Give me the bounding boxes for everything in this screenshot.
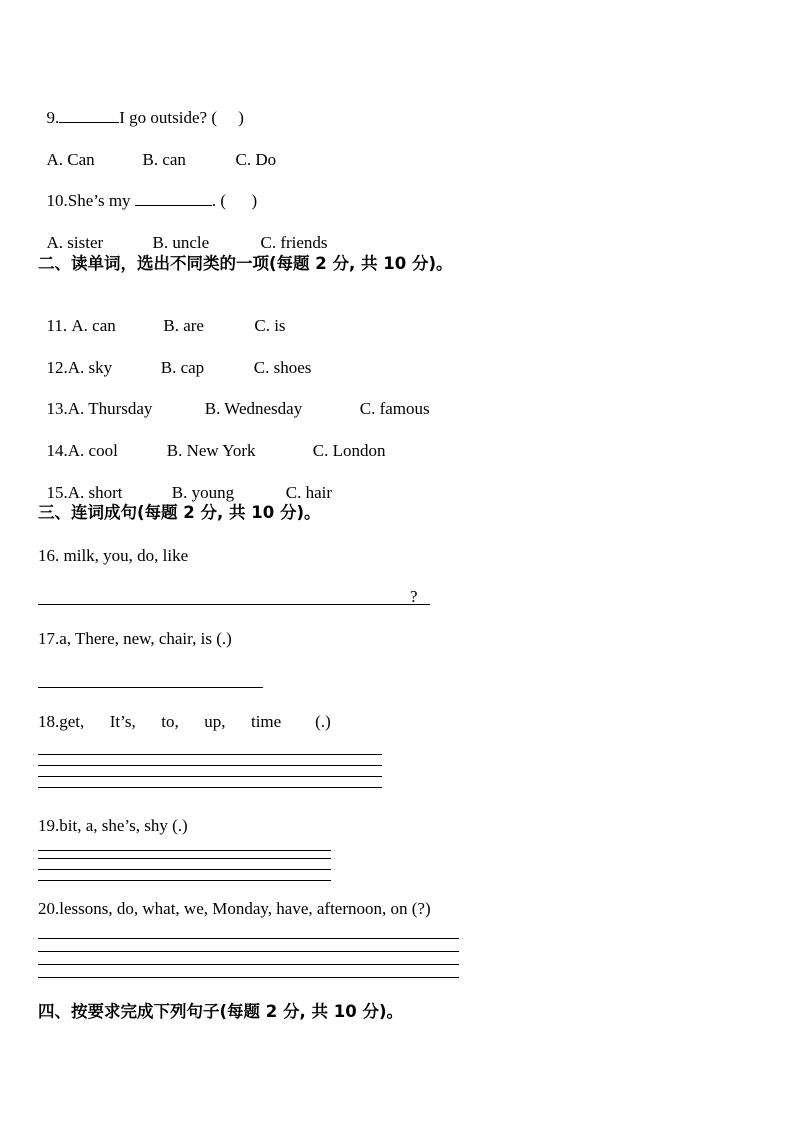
question-10-options (38, 213, 328, 253)
question-15 (38, 463, 332, 503)
answer-blank[interactable] (135, 191, 212, 206)
question-9 (38, 88, 244, 128)
option-c[interactable]: C. is (254, 316, 286, 335)
section-2-heading: 二、读单词，选出不同类的一项(每题 2 分, 共 10 分)。 (38, 254, 453, 273)
answer-line[interactable] (38, 850, 331, 851)
question-14 (38, 421, 385, 461)
question-number: 14. (46, 441, 68, 460)
answer-line[interactable] (38, 977, 459, 978)
option-b[interactable]: B. are (163, 316, 204, 335)
option-a[interactable]: A. can (71, 316, 116, 335)
question-text: I go outside? ( ) (119, 108, 244, 127)
question-19: 19.bit, a, she’s, shy (.) (38, 816, 188, 835)
option-c[interactable]: C. Do (235, 150, 277, 169)
question-number: 15. (46, 483, 68, 502)
option-a[interactable]: A. Can (46, 150, 95, 169)
option-b[interactable]: B. can (142, 150, 186, 169)
answer-line[interactable] (38, 880, 331, 881)
option-b[interactable]: B. young (171, 483, 235, 502)
question-text-end: . ( ) (211, 191, 258, 210)
question-13 (38, 379, 430, 419)
answer-line[interactable] (38, 765, 382, 766)
question-number: 11. (46, 316, 72, 335)
option-a[interactable]: A. cool (67, 441, 118, 460)
answer-line[interactable] (38, 687, 263, 688)
question-17: 17.a, There, new, chair, is (.) (38, 629, 232, 648)
option-b[interactable]: B. Wednesday (204, 399, 303, 418)
question-mark: ? (410, 587, 418, 606)
option-c[interactable]: C. shoes (253, 358, 312, 377)
question-text: 10.She’s my (46, 191, 135, 210)
section-3-heading: 三、连词成句(每题 2 分, 共 10 分)。 (38, 503, 321, 522)
question-12 (38, 338, 311, 378)
option-b[interactable]: B. cap (160, 358, 205, 377)
question-number: 9. (46, 108, 60, 127)
option-a[interactable]: A. short (67, 483, 123, 502)
answer-line[interactable] (38, 964, 459, 965)
answer-line[interactable] (38, 869, 331, 870)
answer-line[interactable] (38, 951, 459, 952)
question-18: 18.get, It’s, to, up, time (.) (38, 712, 331, 731)
option-a[interactable]: A. sister (46, 233, 104, 252)
answer-line[interactable] (38, 938, 459, 939)
answer-line[interactable] (38, 604, 430, 605)
answer-line[interactable] (38, 787, 382, 788)
option-c[interactable]: C. friends (260, 233, 328, 252)
option-b[interactable]: B. uncle (152, 233, 210, 252)
option-b[interactable]: B. New York (166, 441, 256, 460)
option-c[interactable]: C. London (312, 441, 386, 460)
answer-line[interactable] (38, 754, 382, 755)
question-number: 12. (46, 358, 68, 377)
option-c[interactable]: C. hair (285, 483, 333, 502)
question-10 (38, 171, 257, 211)
question-number: 13. (46, 399, 68, 418)
question-16: 16. milk, you, do, like (38, 546, 189, 565)
question-20: 20.lessons, do, what, we, Monday, have, afternoon, on (?) (38, 899, 431, 918)
answer-blank[interactable] (59, 108, 119, 123)
section-4-heading: 四、按要求完成下列句子(每题 2 分, 共 10 分)。 (38, 1002, 404, 1021)
option-a[interactable]: A. sky (67, 358, 113, 377)
answer-line[interactable] (38, 776, 382, 777)
answer-line[interactable] (38, 858, 331, 859)
question-11 (38, 296, 286, 336)
option-a[interactable]: A. Thursday (67, 399, 153, 418)
question-9-options (38, 130, 276, 170)
option-c[interactable]: C. famous (359, 399, 430, 418)
